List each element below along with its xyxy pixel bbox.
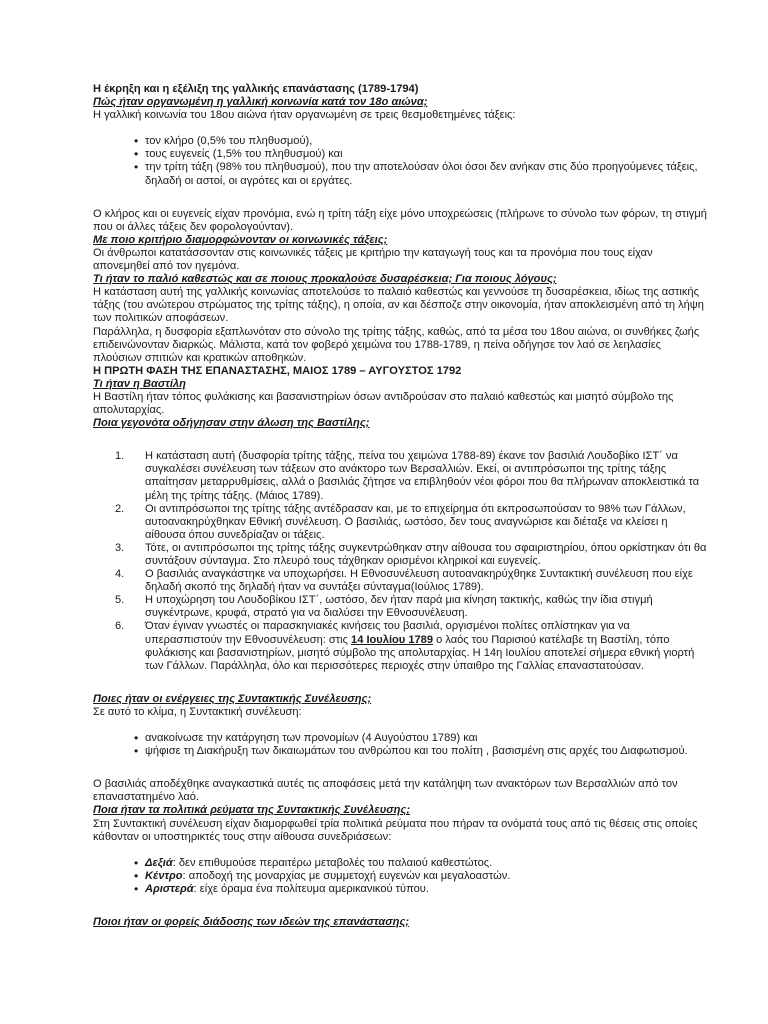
list-item: 1. Η κατάσταση αυτή (δυσφορία τρίτης τάξης, πείνα του χειμώνα 1788-89) έκανε τον βασιλιά Λουδοβίκο ΙΣΤ΄ να συγκαλέσει συνέλευση των τάξεων στο ανάκτορο των Βερσαλλιών. Εκεί, οι αντιπρόσωποι της τρίτης τάξης απαίτησαν μεταρρυθμίσεις, αλλά ο βασιλιάς ζήτησε να επιβληθούν νέοι φόροι που θα πλήρωναν αποκλειστικά τα μέλη της τρίτης τάξης. (Μάιος 1789). — [115, 450, 700, 502]
question-heading-7: Ποια ήταν τα πολιτικά ρεύματα της Συντακτικής Συνέλευσης; — [93, 804, 411, 817]
list-item: • ανακοίνωσε την κατάργηση των προνομίων (4 Αυγούστου 1789) και — [93, 732, 708, 745]
section-heading: Η ΠΡΩΤΗ ΦΑΣΗ ΤΗΣ ΕΠΑΝΑΣΤΑΣΗΣ, ΜΑΙΟΣ 1789 – ΑΥΓΟΥΣΤΟΣ 1792 — [93, 364, 462, 377]
list-item: 4. Ο βασιλιάς αναγκάστηκε να υποχωρήσει. Η Εθνοσυνέλευση αυτοανακηρύχθηκε Συντακτική συνέλευση που είχε δηλαδή σκοπό της δηλαδή ήταν να συντάξει σύνταγμα(Ιούλιος 1789). — [115, 568, 693, 594]
paragraph-4: Η κατάσταση αυτή της γαλλικής κοινωνίας αποτελούσε το παλαιό καθεστώς και γεννούσε τη δυσαρέσκεια, ιδίως της αστικής τάξης (του ανώτερου στρώματος της τρίτης τάξης), η οποία, αν και δέσποζε στην οικονομία, ήταν αποκλεισμένη από τη λήψη των πολιτικών αποφάσεων. — [93, 286, 704, 325]
list-item: 6. Όταν έγιναν γνωστές οι παρασκηνιακές κινήσεις του βασιλιά, οργισμένοι πολίτες οπλίστηκαν για να υπερασπιστούν την Εθνοσυνέλευση: στις 14 Ιουλίου 1789 ο λαός του Παρισιού κατέλαβε τη Βαστίλη, τόπο φυλάκισης και βασανιστηρίων, μισητό σύμβολο της απολυταρχίας. Η 14η Ιουλίου αποτελεί σήμερα εθνική γιορτή των Γάλλων. Παράλληλα, όλο και περισσότερες περιοχές στην ύπαιθρο της Γαλλίας επαναστατούσαν. — [115, 620, 695, 672]
list-item: • ψήφισε τη Διακήρυξη των δικαιωμάτων του ανθρώπου και του πολίτη , βασισμένη στις αρχές του Διαφωτισμού. — [93, 745, 708, 758]
question-heading-8: Ποιοι ήταν οι φορείς διάδοσης των ιδεών της επανάστασης; — [93, 915, 410, 928]
question-heading-5: Ποια γεγονότα οδήγησαν στην άλωση της Βαστίλης; — [93, 417, 370, 430]
paragraph-1: Η γαλλική κοινωνία του 18ου αιώνα ήταν οργανωμένη σε τρεις θεσμοθετημένες τάξεις: — [93, 109, 516, 122]
paragraph-6: Η Βαστίλη ήταν τόπος φυλάκισης και βασανιστηρίων όσων αντιδρούσαν στο παλαιό καθεστώς και μισητό σύμβολο της απολυταρχίας. — [93, 390, 674, 417]
political-currents-list — [93, 857, 708, 896]
question-heading-1 — [93, 96, 708, 109]
paragraph-5: Παράλληλα, η δυσφορία εξαπλωνόταν στο σύνολο της τρίτης τάξης, καθώς, από τα μέσα του 18ου αιώνα, οι συνθήκες ζωής επιδεινώνονταν διαρκώς. Μάλιστα, κατά τον φοβερό χειμώνα του 1788-1789, η πείνα οδήγησε τον λαό σε λεηλασίες πλούσιων σπιτιών και κρατικών αποθηκών. — [93, 325, 700, 364]
paragraph-3: Οι άνθρωποι κατατάσσονταν στις κοινωνικές τάξεις με κριτήριο την καταγωγή τους και τα προνόμια που τους είχαν απονεμηθεί από τον ηγεμόνα. — [93, 246, 653, 273]
question-heading-2: Με ποιο κριτήριο διαμορφώνονταν οι κοινωνικές τάξεις; — [93, 233, 388, 246]
question-heading-4: Τι ήταν η Βαστίλη — [93, 377, 186, 390]
assembly-actions-list — [93, 732, 708, 758]
document-title: Η έκρηξη και η εξέλιξη της γαλλικής επανάστασης (1789-1794) — [93, 83, 419, 95]
list-item: • τον κλήρο (0,5% του πληθυσμού), — [93, 135, 708, 148]
question-heading-3: Τι ήταν το παλιό καθεστώς και σε ποιους προκαλούσε δυσαρέσκεια; Για ποιους λόγους; — [93, 273, 557, 286]
list-item: • Αριστερά: είχε όραμα ένα πολίτευμα αμερικανικού τύπου. — [93, 883, 708, 896]
bastille-date: 14 Ιουλίου 1789 — [351, 633, 434, 646]
list-item: • τους ευγενείς (1,5% του πληθυσμού) και — [93, 148, 708, 161]
list-item: 3. Τότε, οι αντιπρόσωποι της τρίτης τάξης συγκεντρώθηκαν στην αίθουσα του σφαιριστηρίου, όπου ορκίστηκαν ότι θα συντάξουν σύνταγμα. Στο πλευρό τους τάχθηκαν ορισμένοι κληρικοί και ευγενείς. — [115, 541, 707, 567]
list-item: • Κέντρο: αποδοχή της μοναρχίας με συμμετοχή ευγενών και μεγαλοαστών. — [93, 870, 708, 883]
list-item: • την τρίτη τάξη (98% του πληθυσμού), που την αποτελούσαν όλοι όσοι δεν ανήκαν στις δύο προηγούμενες τάξεις, δηλαδή οι αστοί, οι αγρότες και οι εργάτες. — [93, 161, 708, 187]
paragraph-9: Στη Συντακτική συνέλευση είχαν διαμορφωθεί τρία πολιτικά ρεύματα που πήραν τα ονόματά τους από τις θέσεις στις οποίες κάθονταν οι υποστηρικτές τους στην αίθουσα συνεδριάσεων: — [93, 817, 698, 843]
paragraph-7: Σε αυτό το κλίμα, η Συντακτική συνέλευση: — [93, 705, 302, 718]
paragraph-8: Ο βασιλιάς αποδέχθηκε αναγκαστικά αυτές τις αποφάσεις μετά την κατάληψη των ανακτόρων των Βερσαλλιών από τον επαναστατημένο λαό. — [93, 778, 678, 804]
events-list — [93, 450, 708, 673]
list-item: • Δεξιά: δεν επιθυμούσε περαιτέρω μεταβολές του παλαιού καθεστώτος. — [93, 857, 708, 870]
question-heading-6: Ποιες ήταν οι ενέργειες της Συντακτικής Συνέλευσης; — [93, 692, 372, 705]
paragraph-2: Ο κλήρος και οι ευγενείς είχαν προνόμια, ενώ η τρίτη τάξη είχε μόνο υποχρεώσεις (πλήρωνε το σύνολο των φόρων, τη στιγμή που οι άλλες τάξεις δεν φορολογούνταν). — [93, 207, 707, 233]
question-1-text: Πώς ήταν οργανωμένη η γαλλική κοινωνία κατά τον 18ο αιώνα; — [93, 96, 428, 109]
list-item: 5. Η υποχώρηση του Λουδοβίκου ΙΣΤ΄, ωστόσο, δεν ήταν παρά μια κίνηση τακτικής, καθώς την ίδια στιγμή συγκέντρωνε, κρυφά, στρατό για να διαλύσει την Εθνοσυνέλευση. — [115, 594, 653, 620]
social-classes-list — [93, 135, 708, 187]
list-item: 2. Οι αντιπρόσωποι της τρίτης τάξης αντέδρασαν και, με το επιχείρημα ότι εκπροσωπούσαν το 98% των Γάλλων, αυτοανακηρύχθηκαν Εθνική συνέλευση. Ο βασιλιάς, ωστόσο, δεν τους αναγνώρισε και διέταξε να κλείσει η αίθουσα όπου συνεδρίαζαν οι τάξεις. — [115, 502, 686, 541]
